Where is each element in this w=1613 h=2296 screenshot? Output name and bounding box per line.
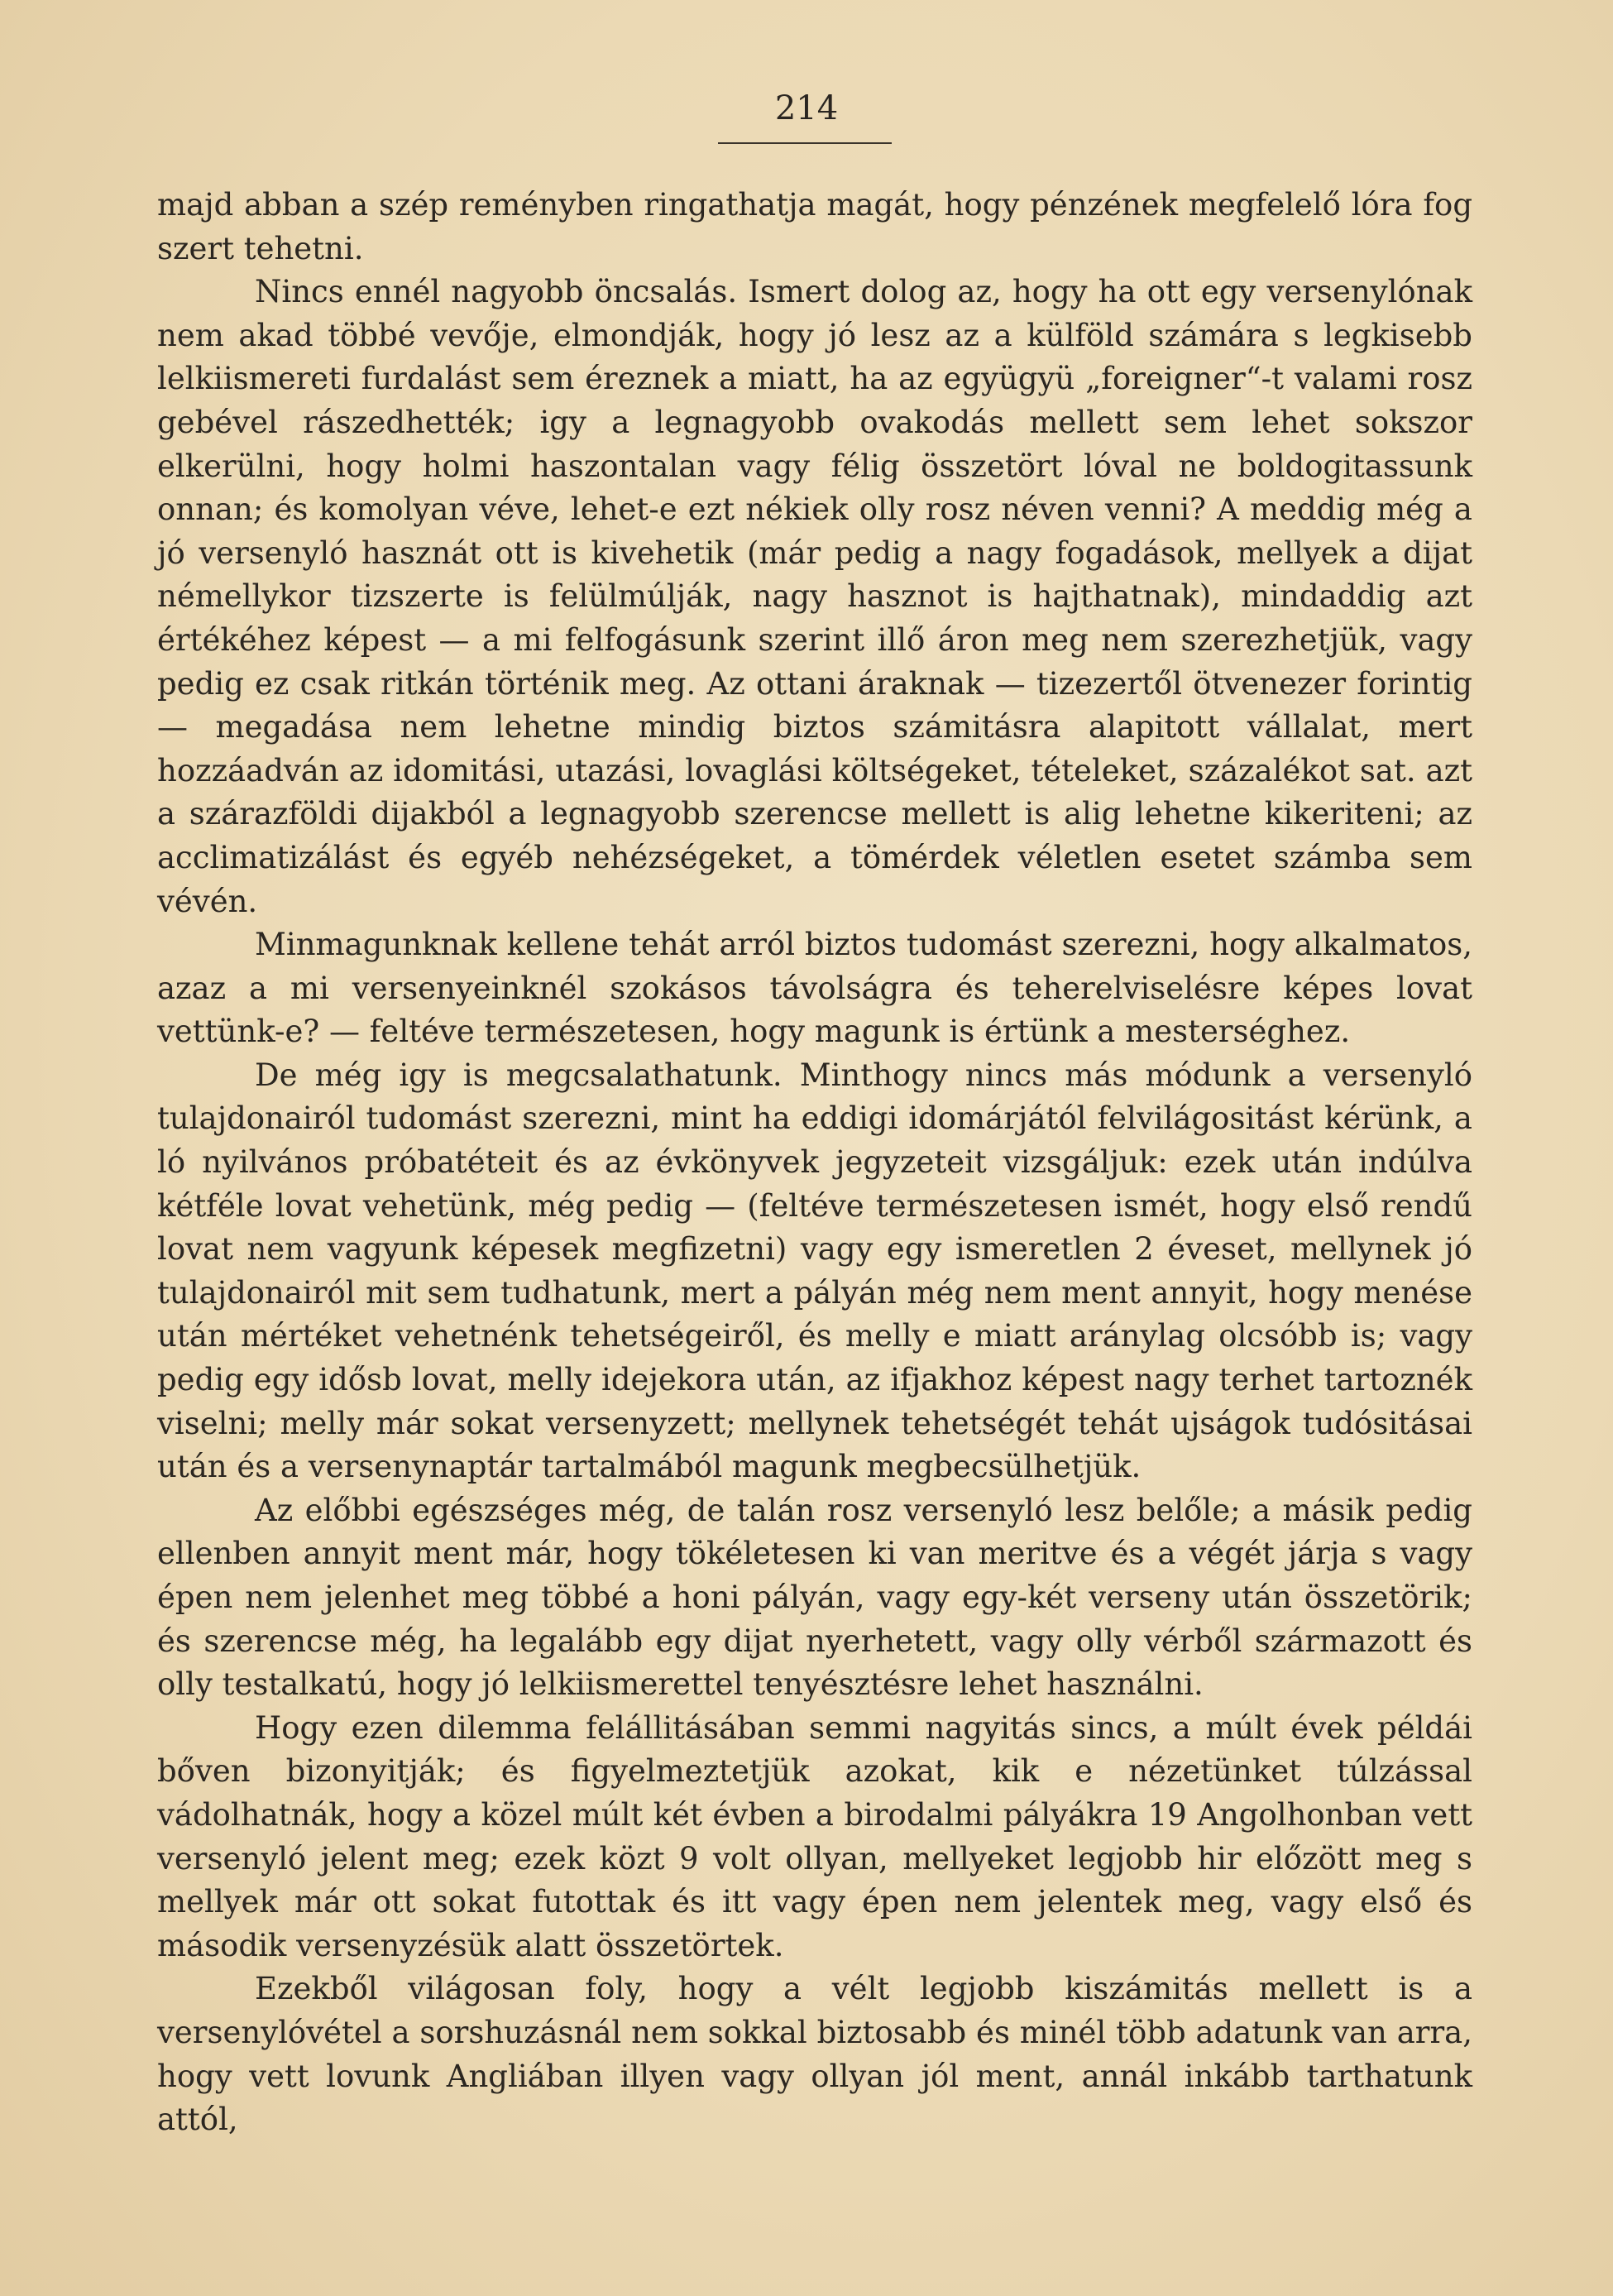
paragraph-1: majd abban a szép reményben ringathatja magát, hogy pénzének megfelelő lóra fog szert tehetni. [157,187,1472,266]
body-text [157,184,1472,2142]
paragraph-2: Nincs ennél nagyobb öncsalás. Ismert dolog az, hogy ha ott egy versenylónak nem akad többé vevője, elmondják, hogy jó lesz az a külföld számára s legkisebb lelkiismereti furdalást sem éreznek a miatt, ha az együgyü „foreigner“-t valami rosz gebével rászedhették; igy a legnagyobb ovakodás mellett sem lehet sokszor elkerülni, hogy holmi haszontalan vagy félig összetört lóval ne boldogitassunk onnan; és komolyan véve, lehet-e ezt nékiek olly rosz néven venni? A meddig még a jó versenyló hasznát ott is kivehetik (már pedig a nagy fogadások, mellyek a dijat némellykor tizszerte is felülmúlják, nagy hasznot is hajthatnak), mindaddig azt értékéhez képest — a mi felfogásunk szerint illő áron meg nem szerezhetjük, vagy pedig ez csak ritkán történik meg. Az ottani áraknak — tizezertől ötvenezer forintig — megadása nem lehetne mindig biztos számitásra alapitott vállalat, mert hozzáadván az idomitási, utazási, lovaglási költségeket, tételeket, százalékot sat. azt a szárazföldi dijakból a legnagyobb szerencse mellett is alig lehetne kikeriteni; az acclimatizálást és egyéb nehézségeket, a tömérdek véletlen esetet számba sem vévén. [157,274,1472,919]
paragraph-4: De még igy is megcsalathatunk. Minthogy nincs más módunk a versenyló tulajdonairól tudomást szerezni, mint ha eddigi idomárjától felvilágositást kérünk, a ló nyilvános próbatéteit és az évkönyvek jegyzeteit vizsgáljuk: ezek után indúlva kétféle lovat vehetünk, még pedig — (feltéve természetesen ismét, hogy első rendű lovat nem vagyunk képesek megfizetni) vagy egy ismeretlen 2 éveset, mellynek jó tulajdonairól mit sem tudhatunk, mert a pályán még nem ment annyit, hogy menése után mértéket vehetnénk tehetségeiről, és melly e miatt aránylag olcsóbb is; vagy pedig egy idősb lovat, melly idejekora után, az ifjakhoz képest nagy terhet tartoznék viselni; melly már sokat versenyzett; mellynek tehetségét tehát ujságok tudósitásai után és a versenynaptár tartalmából magunk megbecsülhetjük. [157,1057,1472,1485]
paragraph-7: Ezekből világosan foly, hogy a vélt legjobb kiszámitás mellett is a versenylóvétel a sorshuzásnál nem sokkal biztosabb és minél több adatunk van arra, hogy vett lovunk Angliában illyen vagy ollyan jól ment, annál inkább tarthatunk attól, [157,1971,1472,2138]
header-rule [718,142,892,144]
paragraph-5: Az előbbi egészséges még, de talán rosz versenyló lesz belőle; a másik pedig ellenben annyit ment már, hogy tökéletesen ki van meritve és a végét járja s vagy épen nem jelenhet meg többé a honi pályán, vagy egy-két verseny után összetörik; és szerencse még, ha legalább egy dijat nyerhetett, vagy olly vérből származott és olly testalkatú, hogy jó lelkiismerettel tenyésztésre lehet használni. [157,1492,1472,1703]
paragraph-3: Minmagunknak kellene tehát arról biztos tudomást szerezni, hogy alkalmatos, azaz a mi versenyeinknél szokásos távolságra és teherelviselésre képes lovat vettünk-e? — feltéve természetesen, hogy magunk is értünk a mesterséghez. [157,927,1472,1050]
page-number: 214 [774,89,839,127]
paragraph-6: Hogy ezen dilemma felállitásában semmi nagyitás sincs, a múlt évek példái bőven bizonyitják; és figyelmeztetjük azokat, kik e nézetünket túlzással vádolhatnák, hogy a közel múlt két évben a birodalmi pályákra 19 Angolhonban vett versenyló jelent meg; ezek közt 9 volt ollyan, mellyeket legjobb hir előzött meg s mellyek már ott sokat futottak és itt vagy épen nem jelentek meg, vagy első és második versenyzésük alatt összetörtek. [157,1709,1472,1963]
